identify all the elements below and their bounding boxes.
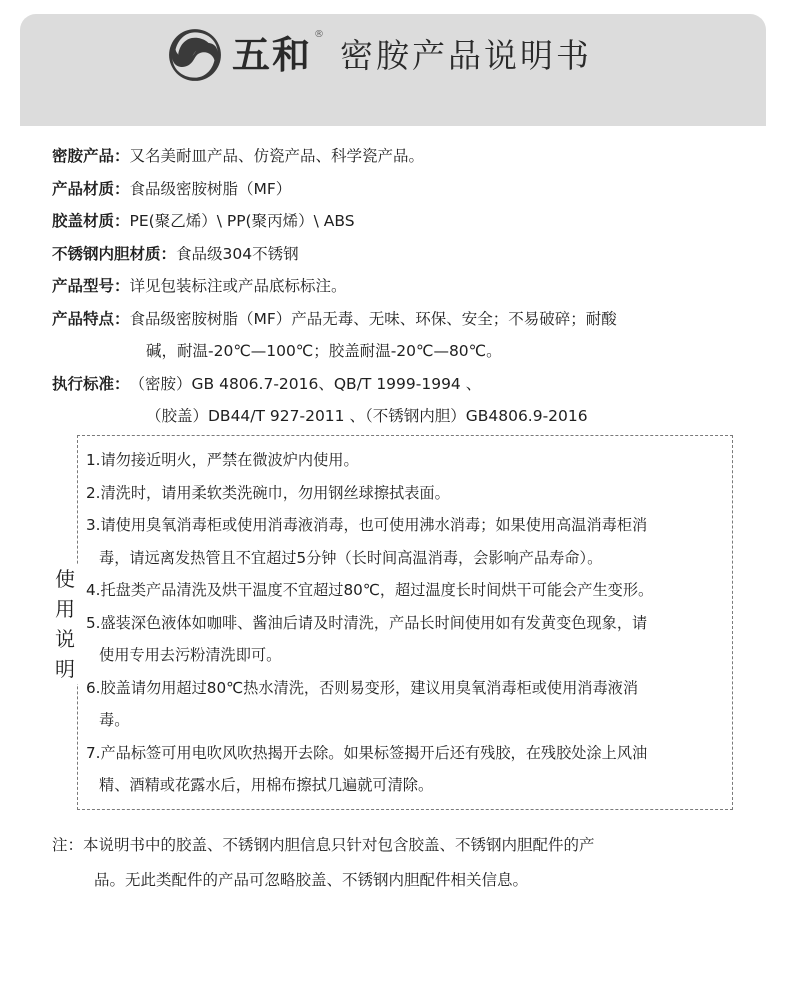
usage-line-3: 3.请使用臭氧消毒柜或使用消毒液消毒，也可使用沸水消毒；如果使用高温消毒柜消 (86, 516, 648, 534)
spec-row-liner-material (52, 238, 752, 271)
brand-name (232, 29, 327, 77)
spec-features-continued: 碱，耐温-20℃—100℃；胶盖耐温-20℃—80℃。 (146, 342, 502, 360)
spec-label: 执行标准： (52, 374, 130, 393)
spec-label: 产品型号： (52, 277, 130, 295)
usage-side-label (51, 564, 79, 684)
spec-label: 胶盖材质： (52, 212, 130, 230)
usage-line-4: 4.托盘类产品清洗及烘干温度不宜超过80℃，超过温度长时间烘干可能会产生变形。 (86, 581, 654, 599)
spec-value: 详见包装标注或产品底标标注。 (129, 277, 347, 295)
spec-standards-continued: （胶盖）DB44/T 927-2011 、（不锈钢内胆）GB4806.9-2016 (146, 407, 588, 425)
spec-value: PE(聚乙烯）\ PP(聚丙烯）\ ABS (129, 212, 355, 230)
usage-line-2: 2.清洗时，请用柔软类洗碗巾，勿用钢丝球擦拭表面。 (86, 483, 450, 502)
usage-line-5-continued: 使用专用去污粉清洗即可。 (99, 646, 282, 664)
usage-side-char: 明 (55, 657, 75, 681)
spec-label: 不锈钢内胆材质： (52, 244, 177, 263)
footnote (52, 828, 752, 898)
usage-line-7-continued: 精、酒精或花露水后，用棉布擦拭几遍就可清除。 (99, 776, 434, 794)
spec-label: 产品特点： (52, 309, 130, 328)
spec-row-material (52, 173, 752, 206)
spec-value: 食品级密胺树脂（MF）产品无毒、无味、环保、安全；不易破碎；耐酸 (129, 309, 617, 328)
footnote-line-2: 品。无此类配件的产品可忽略胶盖、不锈钢内胆配件相关信息。 (94, 871, 529, 889)
spec-list (52, 140, 752, 433)
swirl-logo-icon (168, 28, 222, 82)
spec-value: 食品级304不锈钢 (176, 244, 299, 263)
spec-row-model (52, 270, 752, 303)
spec-row-features (52, 303, 752, 336)
spec-row-lid-material (52, 205, 752, 238)
usage-side-char: 说 (55, 627, 75, 651)
usage-side-char: 使 (55, 567, 75, 591)
usage-line-1: 1.请勿接近明火，严禁在微波炉内使用。 (86, 451, 359, 469)
usage-line-6-continued: 毒。 (99, 711, 130, 729)
spec-label: 密胺产品： (52, 147, 130, 165)
spec-row-alias (52, 140, 752, 173)
spec-row-standards (52, 368, 752, 401)
usage-list (86, 444, 726, 802)
spec-label: 产品材质： (52, 179, 130, 198)
spec-value: 食品级密胺树脂（MF） (129, 179, 292, 198)
brand-name-text: 五和 (232, 33, 313, 77)
usage-line-7: 7.产品标签可用电吹风吹热揭开去除。如果标签揭开后还有残胶，在残胶处涂上风油 (86, 743, 648, 762)
spec-value: 又名美耐皿产品、仿瓷产品、科学瓷产品。 (129, 147, 425, 165)
usage-line-5: 5.盛装深色液体如咖啡、酱油后请及时清洗，产品长时间使用如有发黄变色现象，请 (86, 613, 648, 632)
usage-line-3-continued: 毒，请远离发热管且不宜超过5分钟（长时间高温消毒，会影响产品寿命）。 (99, 548, 603, 567)
usage-line-6: 6.胶盖请勿用超过80℃热水清洗，否则易变形，建议用臭氧消毒柜或使用消毒液消 (86, 678, 639, 697)
usage-side-char: 用 (55, 597, 75, 621)
spec-value: （密胺）GB 4806.7-2016、QB/T 1999-1994 、 (129, 374, 482, 393)
registered-mark: ® (314, 29, 327, 40)
footnote-line-1: 注：本说明书中的胶盖、不锈钢内胆信息只针对包含胶盖、不锈钢内胆配件的产 (52, 836, 595, 854)
document-header (168, 24, 592, 86)
page-title: 密胺产品说明书 (340, 35, 593, 75)
